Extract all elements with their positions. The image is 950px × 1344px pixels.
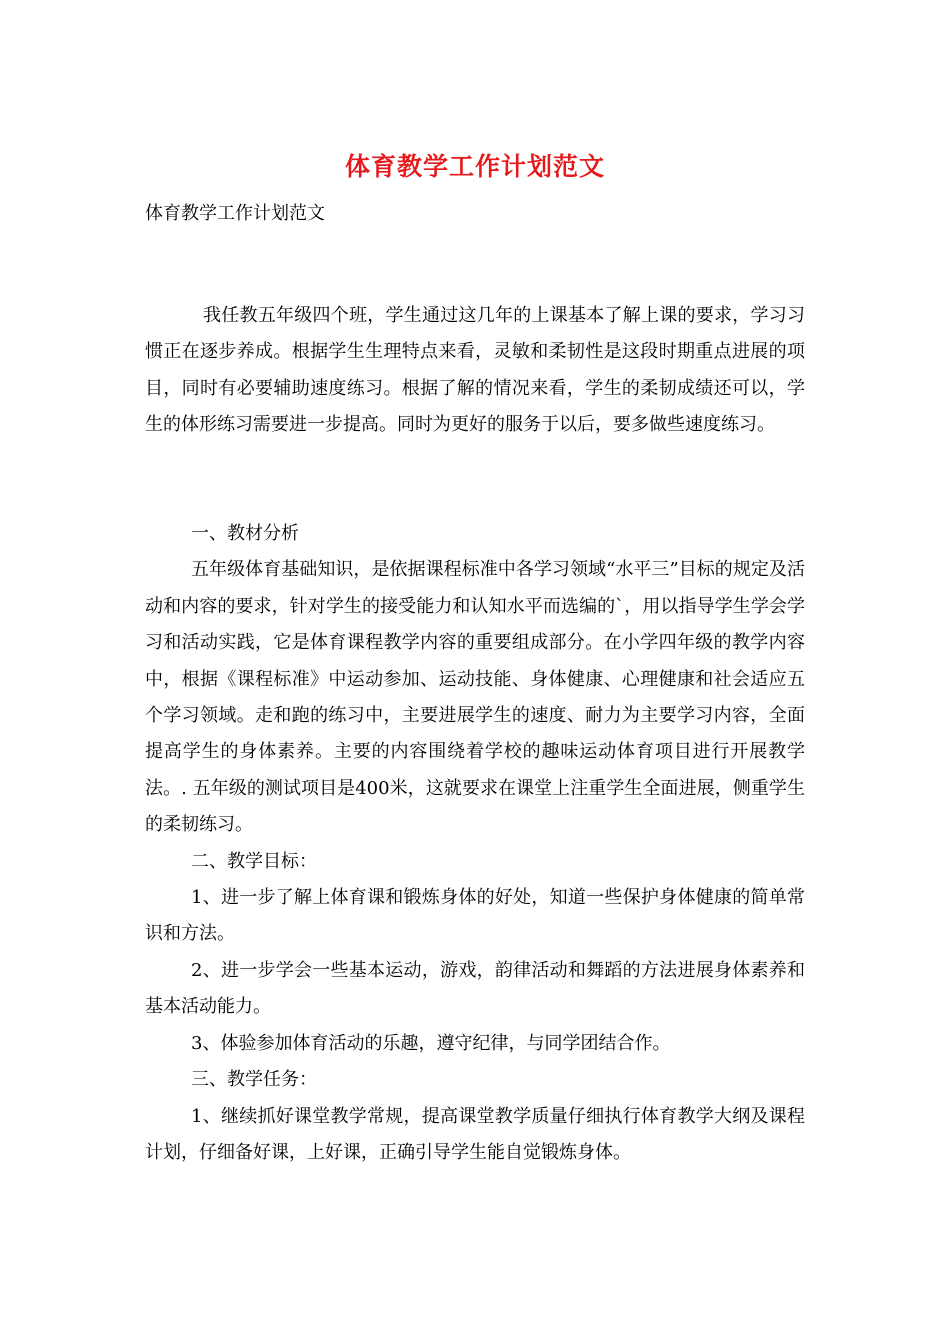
section1-heading: 一、教材分析 xyxy=(191,523,299,544)
section3-item: 1、继续抓好课堂教学常规，提高课堂教学质量仔细执行体育教学大纲及课程计划，仔细备好课，上好课，正确引导学生能自觉锻炼身体。 xyxy=(145,1105,805,1163)
main-content-block xyxy=(145,516,805,1171)
section2-item: 1、进一步了解上体育课和锻炼身体的好处，知道一些保护身体健康的简单常识和方法。 xyxy=(145,887,805,945)
document-title: 体育教学工作计划范文 xyxy=(344,152,605,181)
intro-paragraph-block xyxy=(145,298,805,444)
section2-item: 2、进一步学会一些基本运动，游戏，韵律活动和舞蹈的方法进展身体素养和基本活动能力。 xyxy=(145,959,805,1018)
section3-heading: 三、教学任务： xyxy=(191,1069,317,1091)
section2-item: 3、体验参加体育活动的乐趣，遵守纪律，与同学团结合作。 xyxy=(191,1032,671,1054)
section1-paragraph: 五年级体育基础知识，是依据课程标准中各学习领域“水平三”目标的规定及活动和内容的要求，针对学生的接受能力和认知水平而选编的`，用以指导学生学会学习和活动实践，它是体育课程教学内容的重要组成部分。在小学四年级的教学内容中，根据《课程标准》中运动参加、运动技能、身体健康、心理健康和社会适应五个学习领域。走和跑的练习中，主要进展学生的速度、耐力为主要学习内容，全面提高学生的身体素养。主要的内容围绕着学校的趣味运动体育项目进行开展教学法。. 五年级的测试项目是400米，这就要求在课堂上注重学生全面进展，侧重学生的柔韧练习。 xyxy=(145,559,805,836)
intro-paragraph: 我任教五年级四个班，学生通过这几年的上课基本了解上课的要求，学习习惯正在逐步养成。根据学生生理特点来看，灵敏和柔韧性是这段时期重点进展的项目，同时有必要辅助速度练习。根据了解的情况来看，学生的柔韧成绩还可以，学生的体形练习需要进一步提高。同时为更好的服务于以后，要多做些速度练习。 xyxy=(145,305,805,436)
section2-heading: 二、教学目标： xyxy=(191,850,317,872)
document-subtitle: 体育教学工作计划范文 xyxy=(145,203,325,224)
